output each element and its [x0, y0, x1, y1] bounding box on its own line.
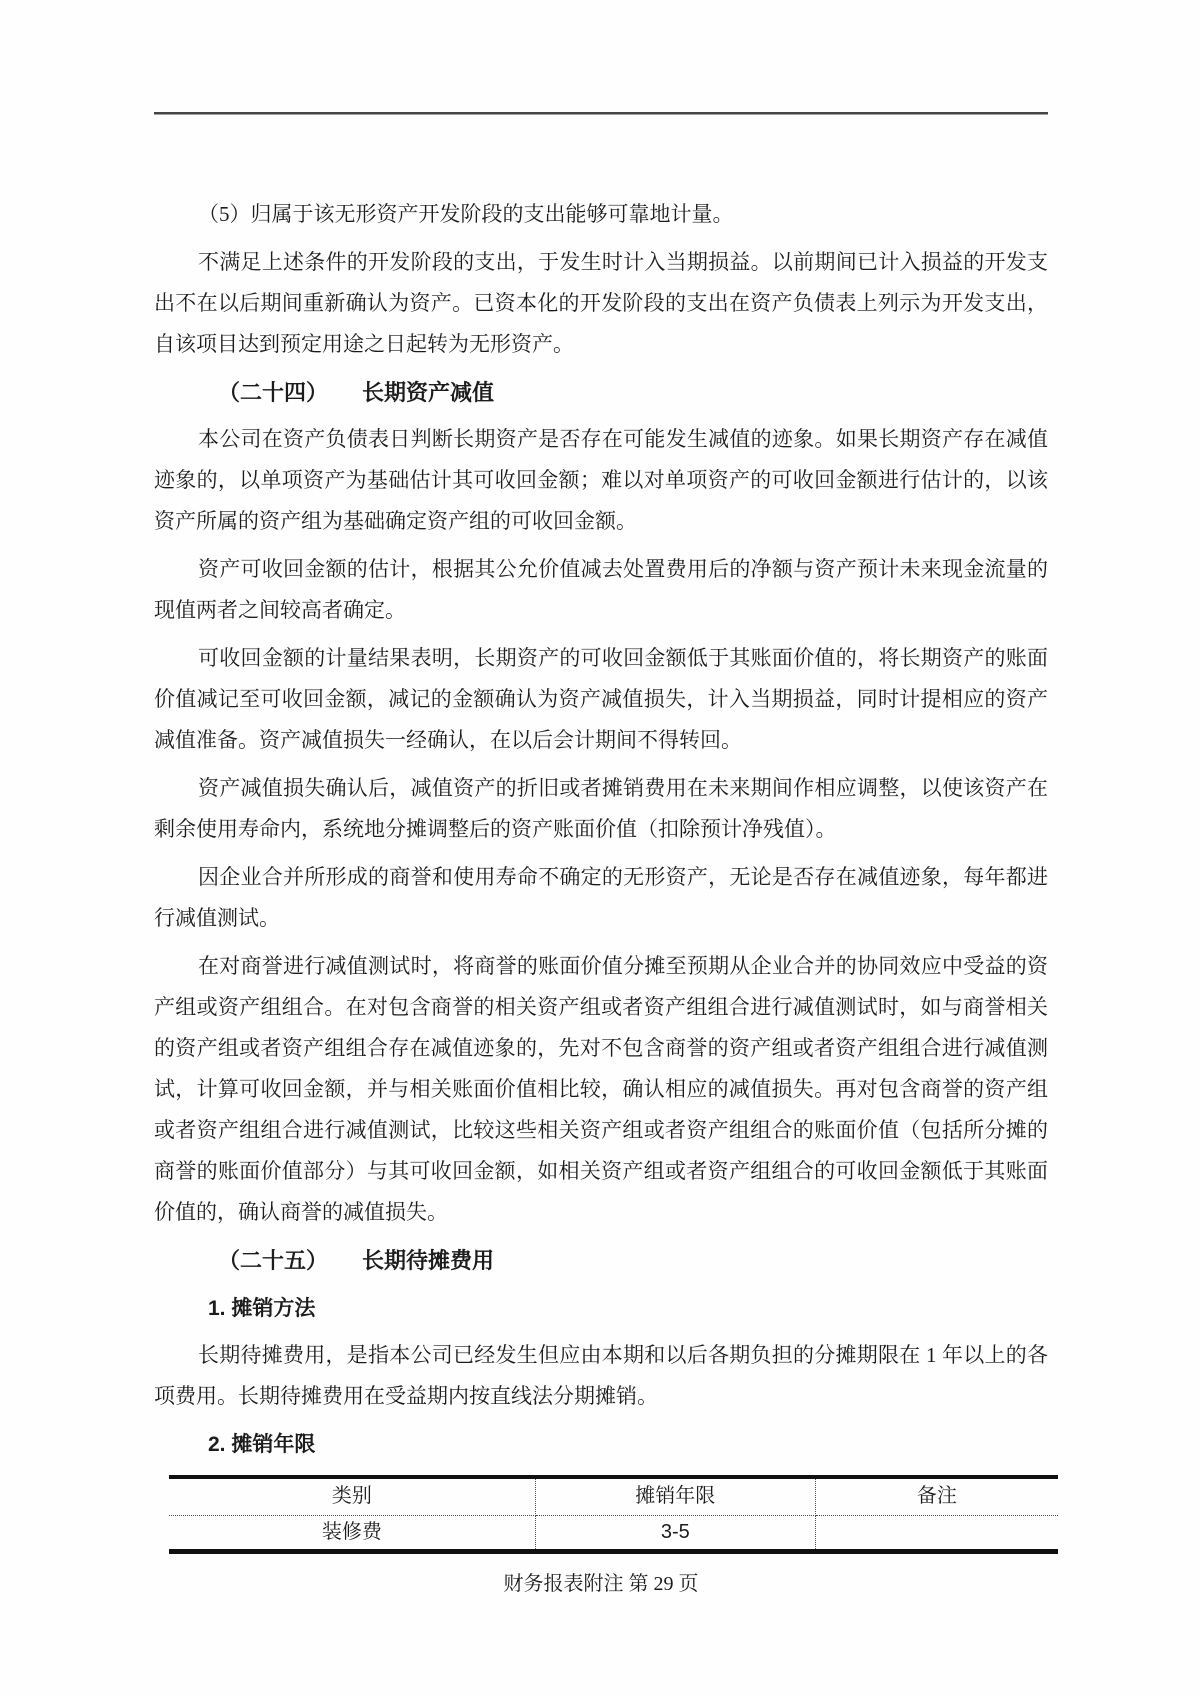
section-title: 长期资产减值 — [362, 380, 495, 405]
paragraph-development-expenditure: 不满足上述条件的开发阶段的支出，于发生时计入当期损益。以前期间已计入损益的开发支出不在以后期间重新确认为资产。已资本化的开发阶段的支出在资产负债表上列示为开发支出，自该项目达到预定用途之日起转为无形资产。 — [154, 250, 1048, 356]
subheading-amortization-method: 1. 摊销方法 — [208, 1297, 316, 1320]
section-title: 长期待摊费用 — [362, 1248, 495, 1273]
subheading-amortization-period: 2. 摊销年限 — [208, 1433, 316, 1456]
paragraph-impairment-3: 可收回金额的计量结果表明，长期资产的可收回金额低于其账面价值的，将长期资产的账面价值减记至可收回金额，减记的金额确认为资产减值损失，计入当期损益，同时计提相应的资产减值准备。资产减值损失一经确认，在以后会计期间不得转回。 — [154, 646, 1048, 752]
section-heading-24 — [154, 373, 1048, 413]
amortization-table — [169, 1475, 1058, 1554]
table-header-row — [169, 1477, 1058, 1515]
paragraph-impairment-4: 资产减值损失确认后，减值资产的折旧或者摊销费用在未来期间作相应调整，以使该资产在剩余使用寿命内，系统地分摊调整后的资产账面价值（扣除预计净残值）。 — [154, 776, 1048, 841]
section-number: （二十四） — [218, 380, 329, 405]
table-cell-remark — [815, 1515, 1058, 1551]
page-footer — [154, 1571, 1048, 1597]
section-heading-25 — [154, 1241, 1048, 1281]
paragraph-long-term-deferred-expense: 长期待摊费用，是指本公司已经发生但应由本期和以后各期负担的分摊期限在 1 年以上的各项费用。长期待摊费用在受益期内按直线法分期摊销。 — [154, 1343, 1048, 1408]
section-number: （二十五） — [218, 1248, 329, 1273]
page-header-rule — [154, 112, 1048, 115]
paragraph-goodwill-impairment-test: 在对商誉进行减值测试时，将商誉的账面价值分摊至预期从企业合并的协同效应中受益的资产组或资产组组合。在对包含商誉的相关资产组或者资产组组合进行减值测试时，如与商誉相关的资产组或者资产组组合存在减值迹象的，先对不包含商誉的资产组或者资产组组合进行减值测试，计算可收回金额，并与相关账面价值相比较，确认相应的减值损失。再对包含商誉的资产组或者资产组组合进行减值测试，比较这些相关资产组或者资产组组合的账面价值（包括所分摊的商誉的账面价值部分）与其可收回金额，如相关资产组或者资产组组合的可收回金额低于其账面价值的，确认商誉的减值损失。 — [154, 954, 1048, 1224]
table-cell-category: 装修费 — [169, 1515, 535, 1551]
paragraph-impairment-5: 因企业合并所形成的商誉和使用寿命不确定的无形资产，无论是否存在减值迹象，每年都进行减值测试。 — [154, 865, 1048, 930]
page-footer-text: 财务报表附注 第 29 页 — [503, 1572, 699, 1595]
table-header-category: 类别 — [169, 1477, 535, 1515]
paragraph-impairment-1: 本公司在资产负债表日判断长期资产是否存在可能发生减值的迹象。如果长期资产存在减值迹象的，以单项资产为基础估计其可收回金额；难以对单项资产的可收回金额进行估计的，以该资产所属的资产组为基础确定资产组的可收回金额。 — [154, 427, 1048, 533]
paragraph-item5: （5）归属于该无形资产开发阶段的支出能够可靠地计量。 — [198, 202, 734, 226]
table-cell-amortization-years: 3-5 — [535, 1515, 815, 1551]
table-header-remark: 备注 — [815, 1477, 1058, 1515]
document-content — [154, 194, 1048, 1597]
paragraph-impairment-2: 资产可收回金额的估计，根据其公允价值减去处置费用后的净额与资产预计未来现金流量的现值两者之间较高者确定。 — [154, 557, 1048, 622]
table-row — [169, 1515, 1058, 1551]
table-header-amortization-years: 摊销年限 — [535, 1477, 815, 1515]
